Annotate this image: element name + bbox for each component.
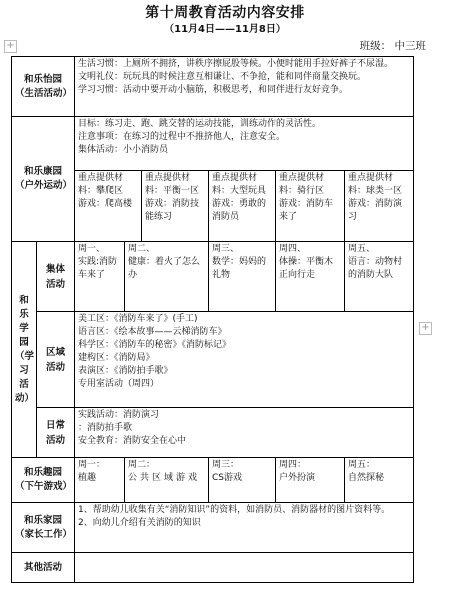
family-row [12, 503, 414, 553]
life-content [75, 57, 414, 117]
outdoor-goal: 目标：练习走、跑、跳交替的运动技能，训练动作的灵活性。 注意事项：在练习的过程中不推挤他人，注意安全。 集体活动：小小消防员 [75, 117, 414, 171]
other-heading: 其他活动 [12, 553, 75, 583]
area-activity-label: 区域 活动 [37, 312, 75, 408]
daily-activity-label: 日常 活动 [37, 408, 75, 458]
outdoor-area-1: 重点提供材 料：攀爬区 游戏：爬高楼 [75, 171, 142, 242]
family-content [75, 503, 414, 553]
add-row-handle-icon[interactable]: + [4, 40, 17, 53]
study-daily-row [12, 408, 414, 458]
daily-item: 安全教育：消防安全在心中 [78, 436, 187, 446]
date-range: （11月4日——11月8日） [164, 24, 286, 35]
games-row [12, 458, 414, 503]
area-item: 美工区：《消防车来了》(手工) [78, 314, 198, 324]
area-item: 专用室活动（周四） [78, 379, 160, 389]
game-day-5: 周五： 自然探秘 [345, 458, 414, 503]
life-item: 生活习惯：上厕所不拥挤，讲秩序擦屁股等候。小便时能用手拉好裤子不尿湿。 [78, 59, 394, 69]
other-content [75, 553, 414, 583]
family-heading: 和乐家园 （家长工作） [12, 503, 75, 553]
game-day-3: 周三： CS游戏 [209, 458, 276, 503]
study-day-1: 周一、 实践:消防车来了 [75, 242, 125, 312]
study-day-2: 周二、 健康：着火了怎么办 [125, 242, 209, 312]
outdoor-area-4: 重点提供材 料：骑行区 游戏：消防车来了 [276, 171, 345, 242]
area-item: 建构区：《消防局》 [78, 353, 155, 363]
outdoor-goal-row [12, 117, 414, 171]
class-name: 中三班 [394, 40, 426, 52]
class-label: 班级： [359, 40, 392, 52]
area-item: 语言区：《绘本故事——云梯消防车》 [78, 327, 227, 337]
page-title: 第十周教育活动内容安排 [145, 5, 305, 21]
study-group-row [12, 242, 414, 312]
study-day-4: 周四、 体操：平衡木正向行走 [276, 242, 345, 312]
area-activity-content [75, 312, 414, 408]
life-heading: 和乐怡园 （生活活动） [12, 57, 75, 117]
family-item: 1、帮助幼儿收集有关“消防知识”的资料，如消防员、消防器材的图片资料等。 [78, 505, 391, 515]
games-heading: 和乐趣园 （下午游戏） [12, 458, 75, 503]
daily-item: 实践活动：消防演习 [78, 410, 160, 420]
study-day-5: 周五、 语言：动物村的消防大队 [345, 242, 414, 312]
class-info [0, 38, 426, 53]
outdoor-area-2: 重点提供材 料：平衡一区 游戏：消防技能练习 [142, 171, 209, 242]
game-day-4: 周四： 户外扮演 [276, 458, 345, 503]
area-item: 表演区：《消防拍手歌》 [78, 366, 173, 376]
group-activity-label: 集体 活动 [37, 242, 75, 312]
life-item: 文明礼仪：玩玩具的时候注意互相谦让、不争抢，能和同伴商量交换玩。 [78, 72, 367, 82]
study-area-row [12, 312, 414, 408]
add-column-handle-icon[interactable]: + [419, 322, 432, 335]
study-day-3: 周三、 数学：妈妈的礼物 [209, 242, 276, 312]
life-row [12, 57, 414, 117]
daily-activity-content [75, 408, 414, 458]
game-day-2: 周二： 公共区域游戏 [125, 458, 209, 503]
game-day-1: 周一： 植趣 [75, 458, 125, 503]
area-item: 科学区：《消防车的秘密》《消防标记》 [78, 340, 232, 350]
outdoor-heading: 和乐康园 （户外运动） [12, 117, 75, 242]
outdoor-area-5: 重点提供材 料：球类一区 游戏：消防演习 [345, 171, 414, 242]
other-row [12, 553, 414, 583]
study-heading: 和 乐 学 园 （学 习 活 动） [12, 242, 37, 458]
schedule-table [11, 56, 414, 583]
outdoor-area-3: 重点提供材 料：大型玩具 游戏：勇敢的消防员 [209, 171, 276, 242]
family-item: 2、向幼儿介绍有关消防的知识 [78, 518, 201, 528]
life-item: 学习习惯：活动中要开动小脑筋，积极思考，和同伴进行友好竞争。 [78, 85, 349, 95]
daily-item: ：消防拍手歌 [78, 423, 133, 433]
